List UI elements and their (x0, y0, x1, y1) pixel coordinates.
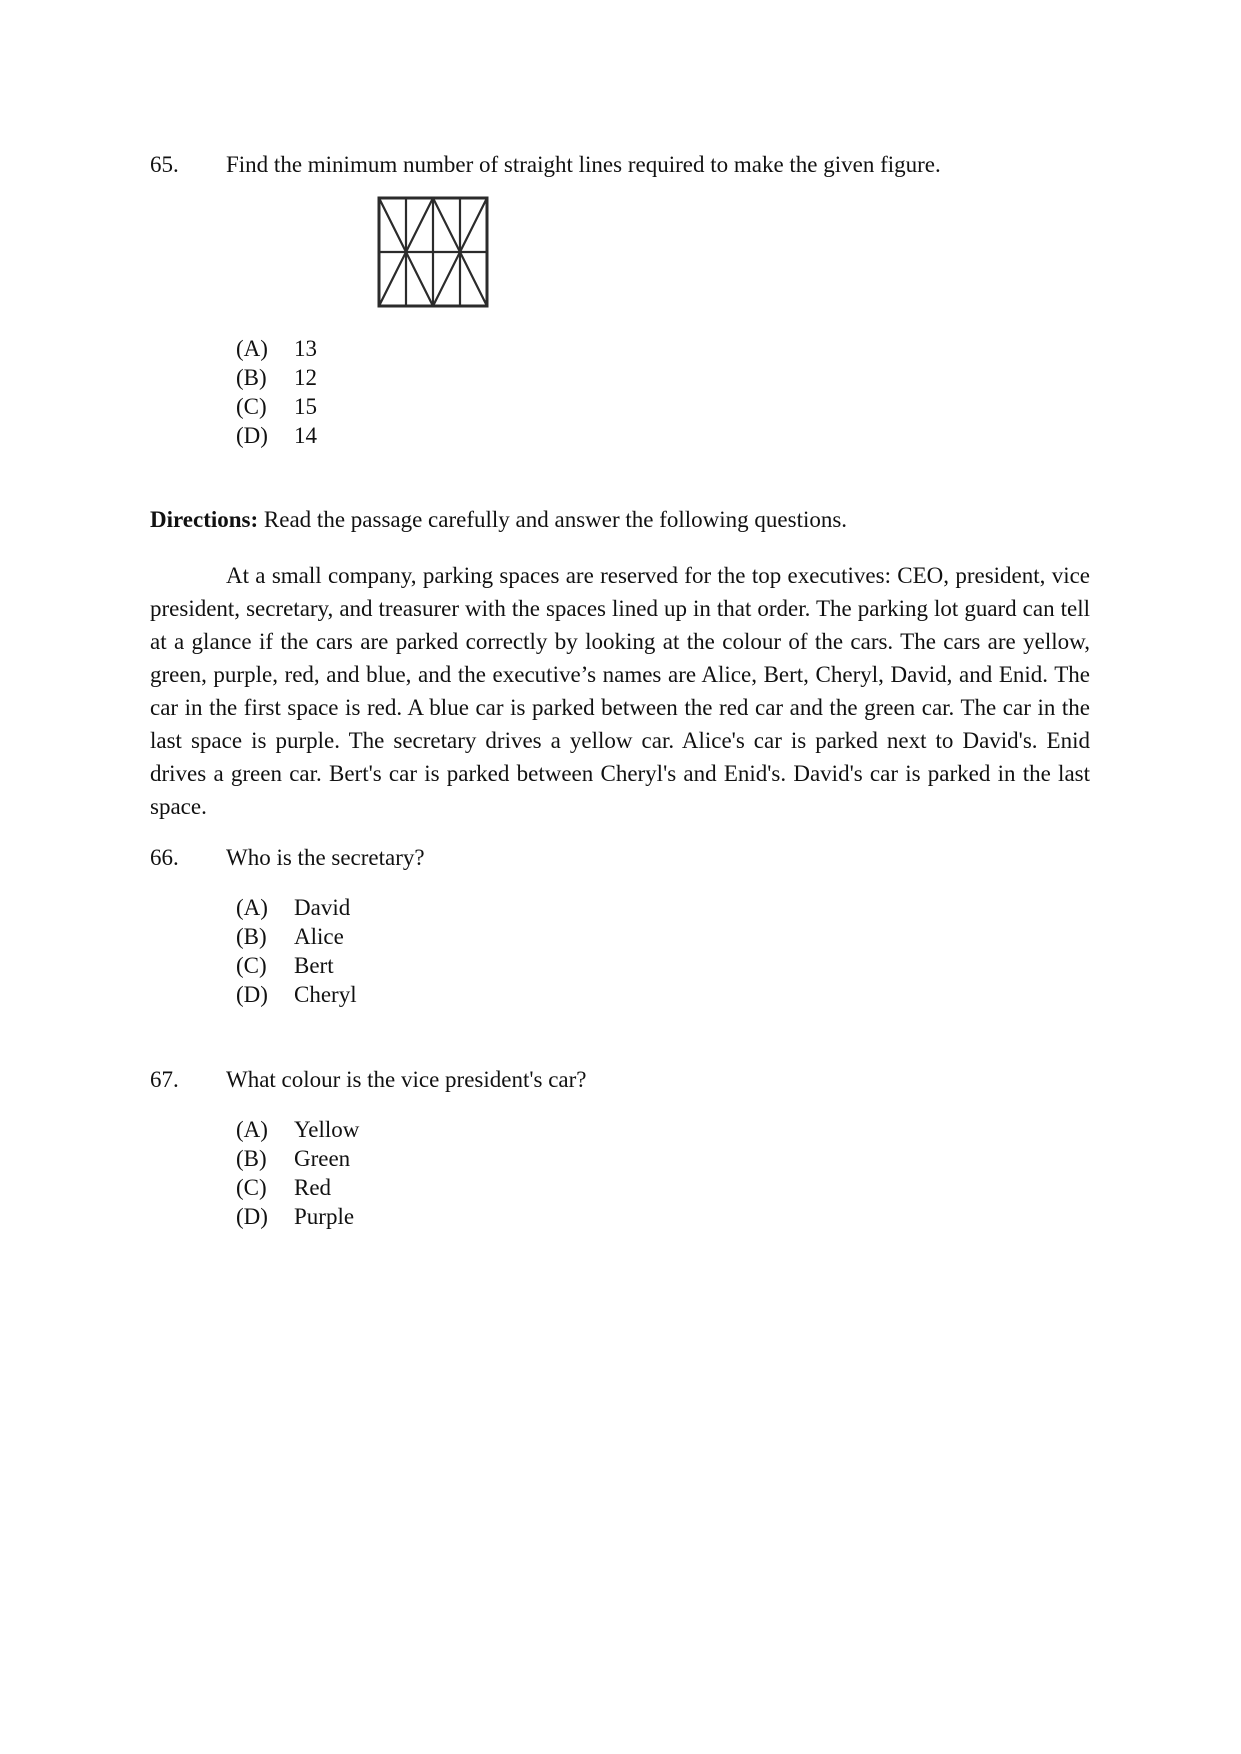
option-value: Red (294, 1175, 332, 1200)
directions-text: Read the passage carefully and answer the following questions. (258, 507, 848, 532)
question-number: 65. (150, 152, 179, 177)
option-value: Purple (294, 1204, 355, 1229)
option-value: David (294, 895, 351, 920)
question-number: 66. (150, 845, 179, 870)
options-65 (236, 334, 317, 450)
line-grid-figure (377, 196, 489, 308)
option-key: (A) (236, 895, 268, 920)
option-key: (C) (236, 953, 267, 978)
question-65 (150, 151, 941, 179)
option-c[interactable] (236, 392, 317, 421)
option-value: Green (294, 1146, 351, 1171)
option-a[interactable] (236, 1115, 359, 1144)
option-key: (C) (236, 1175, 267, 1200)
options-67 (236, 1115, 359, 1231)
option-d[interactable] (236, 1202, 359, 1231)
question-text: What colour is the vice president's car? (226, 1067, 587, 1092)
option-d[interactable] (236, 421, 317, 450)
option-a[interactable] (236, 893, 357, 922)
option-b[interactable] (236, 1144, 359, 1173)
option-c[interactable] (236, 951, 357, 980)
option-value: Alice (294, 924, 344, 949)
option-value: 13 (294, 336, 317, 361)
question-number: 67. (150, 1067, 179, 1092)
option-a[interactable] (236, 334, 317, 363)
directions (150, 506, 847, 534)
option-key: (D) (236, 423, 268, 448)
option-key: (D) (236, 1204, 268, 1229)
option-key: (A) (236, 1117, 268, 1142)
question-66 (150, 844, 425, 872)
option-key: (A) (236, 336, 268, 361)
option-value: 12 (294, 365, 317, 390)
question-text: Who is the secretary? (226, 845, 425, 870)
option-b[interactable] (236, 922, 357, 951)
option-key: (B) (236, 924, 267, 949)
option-value: 14 (294, 423, 317, 448)
option-value: 15 (294, 394, 317, 419)
question-text: Find the minimum number of straight lines required to make the given figure. (226, 152, 941, 177)
question-67 (150, 1066, 587, 1094)
option-key: (C) (236, 394, 267, 419)
option-value: Bert (294, 953, 334, 978)
directions-label: Directions: (150, 507, 259, 532)
option-value: Yellow (294, 1117, 360, 1142)
option-key: (B) (236, 1146, 267, 1171)
option-key: (D) (236, 982, 268, 1007)
option-key: (B) (236, 365, 267, 390)
option-b[interactable] (236, 363, 317, 392)
options-66 (236, 893, 357, 1009)
option-value: Cheryl (294, 982, 357, 1007)
option-d[interactable] (236, 980, 357, 1009)
option-c[interactable] (236, 1173, 359, 1202)
passage: At a small company, parking spaces are reserved for the top executives: CEO, president, vice president, secretary, and treasurer with the spaces lined up in that order. The parking lot guard can tell at a glance if the cars are parked correctly by looking at the colour of the cars. The cars are yellow, green, purple, red, and blue, and the executive’s names are Alice, Bert, Cheryl, David, and Enid. The car in the first space is red. A blue car is parked between the red car and the green car. The car in the last space is purple. The secretary drives a yellow car. Alice's car is parked next to David's. Enid drives a green car. Bert's car is parked between Cheryl's and Enid's. David's car is parked in the last space. (150, 563, 1090, 819)
